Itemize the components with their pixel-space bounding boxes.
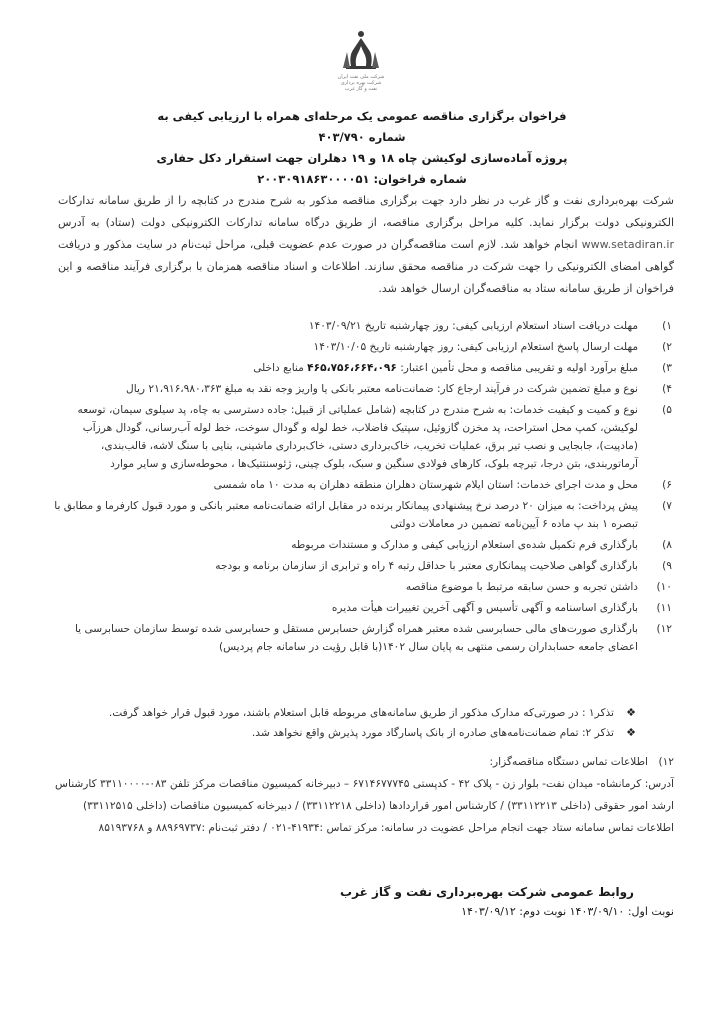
item-number: ۱۰) (656, 581, 672, 593)
list-item (50, 401, 672, 473)
public-relations-signature: روابط عمومی شرکت بهره‌برداری نفت و گاز غرب (340, 885, 634, 899)
item-text: بارگذاری فرم تکمیل شده‌ی استعلام ارزیابی کیفی و مدارک و مستندات مربوطه (291, 539, 638, 551)
publication-dates: نوبت اول: ۱۴۰۳/۰۹/۱۰ نوبت دوم: ۱۴۰۳/۰۹/۱۲ (461, 905, 674, 918)
list-item (50, 620, 672, 656)
logo-caption (331, 74, 391, 92)
estimate-amount: ۴۶۵،۷۵۶،۶۶۴،۰۹۶ (307, 362, 397, 374)
item-number: ۶) (662, 479, 672, 491)
note-text: تذکر ۲: تمام ضمانت‌نامه‌های صادره از بانک پاسارگاد مورد پذیرش واقع نخواهد شد. (251, 727, 614, 739)
setad-url-link[interactable]: www.setadiran.ir (581, 238, 674, 251)
title-line-project: پروژه آماده‌سازی لوکیشن چاه ۱۸ و ۱۹ دهلران جهت استقرار دکل حفاری (156, 151, 568, 165)
list-item (50, 557, 672, 575)
conditions-list (50, 317, 672, 659)
item-text: مهلت ارسال پاسخ استعلام ارزیابی کیفی: روز چهارشنبه تاریخ ۱۴۰۳/۱۰/۰۵ (313, 341, 638, 353)
contact-section (46, 751, 674, 839)
item-number: ۵) (662, 404, 672, 416)
intro-text-part2: انجام خواهد شد. لازم است مناقصه‌گران در صورت عدم عضویت قبلی، مراحل ثبت‌نام در سایت مذکور و دریافت گواهی امضای الکترونیکی را جهت شرکت در مناقصه محقق سازند. اطلاعات و اسناد مناقصه همزمان با برگزاری فرآیند مناقصه و این فراخوان از طریق سامانه ستاد به مناقصه‌گران ارسال خواهد شد. (58, 238, 674, 295)
item-text: بارگذاری صورت‌های مالی حسابرسی شده معتبر همراه گزارش حسابرس مستقل و حسابرسی شده توسط سازمان حسابرسی یا اعضای جامعه حسابداران رسمی منتهی به پایان سال ۱۴۰۲(با قابل رؤیت در سامانه جام پردیس) (74, 623, 638, 653)
list-item (50, 359, 672, 377)
item-number: ۲) (662, 341, 672, 353)
logo-caption-line: نفت و گاز غرب (344, 86, 378, 92)
item-text: مهلت دریافت اسناد استعلام ارزیابی کیفی: روز چهارشنبه تاریخ ۱۴۰۳/۰۹/۲۱ (308, 320, 638, 332)
item-number: ۳) (662, 362, 672, 374)
item-text: داشتن تجربه و حسن سابقه مرتبط با موضوع مناقصه (405, 581, 638, 593)
intro-text-part1: شرکت بهره‌برداری نفت و گاز غرب در نظر دارد جهت برگزاری مناقصه مذکور به شرح مندرج در کتابچه را از طریق سامانه تدارکات الکترونیکی دولت برگزار نماید. کلیه مراحل برگزاری مناقصه، از طریق درگاه سامانه تدارکات الکترونیکی دولت (ستاد) به آدرس (58, 194, 674, 229)
note-item (60, 703, 636, 723)
list-item (50, 476, 672, 494)
nioc-logo (331, 26, 391, 92)
signature-block (200, 882, 674, 922)
item-text-tail: منابع داخلی (253, 362, 304, 374)
contact-heading (46, 751, 674, 773)
item-text: پیش پرداخت: به میزان ۲۰ درصد نرخ پیشنهادی پیمانکار برنده در مقابل ارائه ضمانت‌نامه معتبر بانکی و مورد قبول کارفرما و مطابق با تبصره ۱ بند پ ماده ۶ آیین‌نامه تضمین در معاملات دولتی (54, 500, 638, 530)
item-number: ۷) (662, 500, 672, 512)
notice-title (150, 106, 574, 190)
list-item (50, 497, 672, 533)
contact-address: آدرس: کرمانشاه- میدان نفت- بلوار زن - پلاک ۴۲ - کدپستی ۶۷۱۴۶۷۷۷۴۵ – دبیرخانه کمیسیون مناقصات مرکز تلفن ۰۸۳-۳۳۱۱۰۰۰۰ کارشناس ارشد امور حقوقی (داخلی ۳۳۱۱۲۲۱۳) / کارشناس امور قراردادها (داخلی ۳۳۱۱۲۲۱۸) / دبیرخانه کمیسیون مناقصات (داخلی ۳۳۱۱۲۵۱۵) (55, 778, 674, 812)
item-text: نوع و مبلغ تضمین شرکت در فرآیند ارجاع کار: ضمانت‌نامه معتبر بانکی یا واریز وجه نقد به مبلغ ۲۱،۹۱۶،۹۸۰،۳۶۳ ریال (126, 383, 638, 395)
item-text: محل و مدت اجرای خدمات: استان ایلام شهرستان دهلران منطقه دهلران به مدت ۱۰ ماه شمسی (213, 479, 638, 491)
item-text: بارگذاری گواهی صلاحیت پیمانکاری معتبر با حداقل رتبه ۴ راه و ترابری از سازمان برنامه و بودجه (215, 560, 638, 572)
title-line-tender: فراخوان برگزاری مناقصه عمومی یک مرحله‌ای همراه با ارزیابی کیفی به شماره ۴۰۳/۷۹۰ (157, 109, 567, 144)
item-number: ۸) (662, 539, 672, 551)
note-text: تذکر۱ : در صورتی‌که مدارک مذکور از طریق سامانه‌های مربوطه قابل استعلام باشند، مورد قبول قرار خواهد گرفت. (108, 707, 614, 719)
list-item (50, 338, 672, 356)
item-text: نوع و کمیت و کیفیت خدمات: به شرح مندرج در کتابچه (شامل عملیاتی از قبیل: جاده دسترسی به چاه، پد سیلوی سیمان، توسعه لوکیشن، کمپ محل استراحت، پد مخزن گازوئیل، سپتیک فاضلاب، خط لوله و گودال سوخت، خط لوله آب‌رسانی، گودال هرزآب (مادپیت)، جابجایی و نصب تیر برق، عملیات تخریب، خاک‌برداری دستی، خاک‌برداری ماشینی، بنایی با سنگ لاشه، قالب‌بندی، آرماتوربندی، بتن درجا، تیرچه بلوک، کارهای فولادی سنگین و سبک، بلوک چینی، ژئوسنتتیک‌ها ، محوطه‌سازی و سایر موارد (77, 404, 638, 470)
nioc-emblem-icon (331, 26, 391, 70)
title-line-call-number: شماره فراخوان: ۲۰۰۳۰۹۱۸۶۳۰۰۰۰۵۱ (257, 172, 467, 186)
item-number: ۱۲) (656, 623, 672, 635)
item-text: بارگذاری اساسنامه و آگهی تأسیس و آگهی آخرین تغییرات هیأت مدیره (331, 602, 638, 614)
list-item (50, 599, 672, 617)
item-number: ۹) (662, 560, 672, 572)
note-item (60, 723, 636, 743)
diamond-bullet-icon: ❖ (626, 726, 636, 739)
list-item (50, 536, 672, 554)
intro-paragraph (58, 190, 674, 300)
notes-list (60, 703, 636, 743)
item-number: ۱) (662, 320, 672, 332)
logo-caption-line: شرکت بهره برداری (340, 80, 382, 86)
list-item (50, 317, 672, 335)
item-text: مبلغ برآورد اولیه و تقریبی مناقصه و محل تأمین اعتبار: (400, 362, 638, 374)
contact-heading-text: اطلاعات تماس دستگاه مناقصه‌گزار: (489, 756, 648, 768)
list-item (50, 578, 672, 596)
logo-caption-line: شرکت ملی نفت ایران (337, 74, 385, 80)
setad-contact: اطلاعات تماس سامانه ستاد جهت انجام مراحل عضویت در سامانه: مرکز تماس :۴۱۹۳۴-۰۲۱ / دفتر ثبت‌نام :۸۸۹۶۹۷۳۷ و ۸۵۱۹۳۷۶۸ (98, 822, 674, 834)
item-number: ۱۱) (656, 602, 672, 614)
list-item (50, 380, 672, 398)
contact-number: ۱۲) (658, 756, 674, 768)
diamond-bullet-icon: ❖ (626, 706, 636, 719)
item-number: ۴) (662, 383, 672, 395)
